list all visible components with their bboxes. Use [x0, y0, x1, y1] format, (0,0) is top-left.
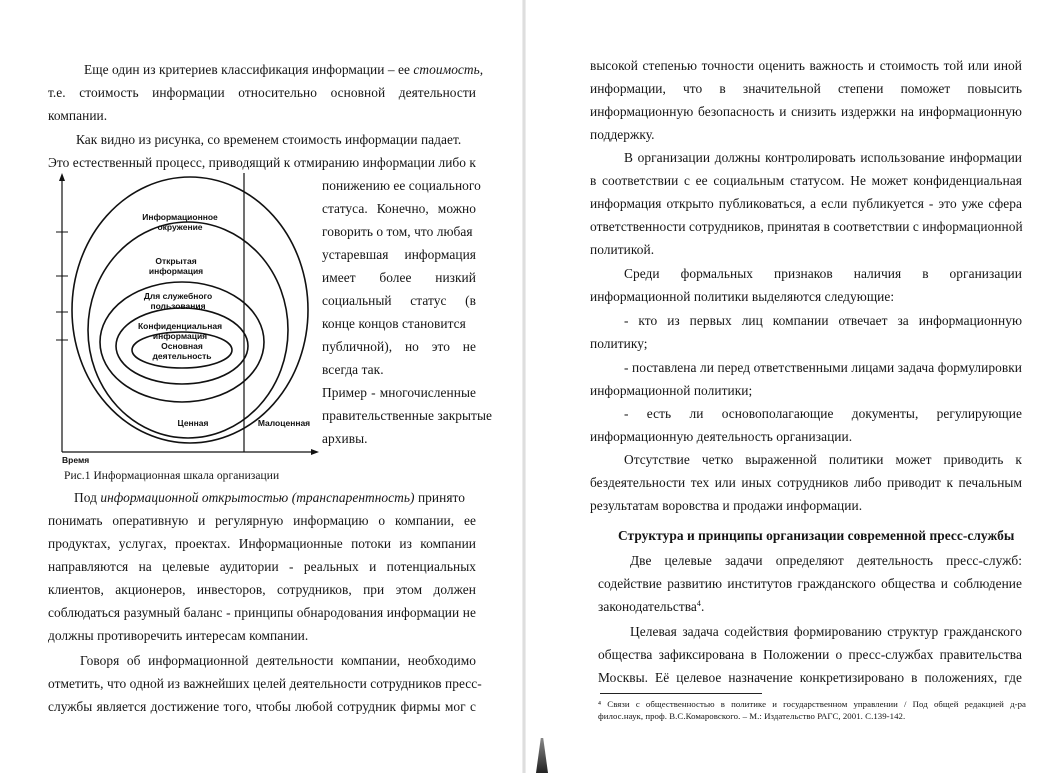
text-line: в соответствии с ее социальным статусом. Не может конфиденциальная: [590, 173, 1022, 188]
label-confidential-2: информация: [152, 331, 208, 341]
text-line: клиентов, акционеров, инвесторов, сотрудников, при этом должен: [48, 582, 476, 597]
text-line: информация открыто публиковаться, а если публикуется - это уже сфера: [590, 196, 1022, 211]
text-line: всегда так.: [322, 362, 384, 377]
section-heading: Структура и принципы организации современной пресс-службы: [618, 528, 1015, 543]
text-line: Москвы. Её целевое назначение конкретизировано в положениях, где: [598, 670, 1022, 685]
text-line: Под информационной открытостью (транспарентность) принято: [74, 490, 466, 505]
footnote-mark: 4: [696, 599, 701, 608]
text-line: ответственности сотрудников, принятая в соответствии с информационной: [590, 219, 1023, 234]
list-item: - кто из первых лиц компании отвечает за информационную: [624, 313, 1022, 328]
text-line: информации, что в значительной степени поможет повысить: [590, 81, 1022, 96]
text-line: политику;: [590, 336, 648, 351]
text-line: публичной), но это не: [322, 339, 476, 354]
text-line: Целевая задача содействия формированию структур гражданского: [630, 624, 1022, 639]
text-line: статуса. Конечно, можно: [322, 201, 476, 216]
label-open-1: Открытая: [155, 256, 197, 266]
text-line: Это естественный процесс, приводящий к отмиранию информации либо к: [48, 155, 476, 170]
label-open-2: информация: [148, 266, 204, 276]
text-line: говорить о том, что любая: [322, 224, 473, 239]
text-line: информационную безопасность и снизить издержки на информационную: [590, 104, 1022, 119]
text-line: социальный статус (в: [322, 293, 476, 308]
text-line: конце концов становится: [322, 316, 466, 331]
text-line: Пример - многочисленные: [322, 385, 476, 400]
list-item: - поставлена ли перед ответственными лицами задача формулировки: [624, 360, 1022, 375]
text-line: Говоря об информационной деятельности компании, необходимо: [80, 653, 476, 668]
footnote-line: филос.наук, проф. В.С.Комаровского. – М.: Издательство РАГС, 2001. С.139-142.: [598, 711, 906, 721]
text-line: устаревшая информация: [322, 247, 476, 262]
text-line: результатам воровства и продажи информации.: [590, 498, 863, 513]
label-internal-2: пользования: [150, 301, 206, 311]
y-axis-arrow: [59, 173, 65, 181]
left-page: [0, 0, 522, 773]
text-line: политикой.: [590, 242, 655, 257]
axis-label-time: Время: [62, 455, 90, 465]
text-line: имеет более низкий: [322, 270, 476, 285]
label-environment-2: окружение: [157, 222, 203, 232]
text-line: Среди формальных признаков наличия в организации: [624, 266, 1022, 281]
list-item: - есть ли основополагающие документы, регулирующие: [624, 406, 1022, 421]
label-core-1: Основная: [161, 341, 203, 351]
text-line: продуктах, услугах, проектах. Информационные потоки из компании: [48, 536, 476, 551]
label-internal-1: Для служебного: [143, 291, 213, 301]
text-line: поддержку.: [590, 127, 655, 142]
label-environment-1: Информационное: [142, 212, 218, 222]
label-confidential-1: Конфиденциальная: [137, 321, 223, 331]
text-line: направляются на целевые аудитории - реальных и потенциальных: [48, 559, 476, 574]
italic-phrase: информационной открытостью (транспарентность): [100, 490, 415, 505]
text-line: т.е. стоимость информации относительно основной деятельности: [48, 85, 476, 100]
zone-label-low-value: Малоценная: [257, 418, 311, 428]
text-line: Как видно из рисунка, со временем стоимость информации падает.: [76, 132, 462, 147]
x-axis-arrow: [311, 449, 319, 455]
text-line: информационной политики выделяются следующие:: [590, 289, 895, 304]
footnote-rule: [600, 693, 762, 694]
text-line: понижению ее социального: [322, 178, 481, 193]
zone-label-valuable: Ценная: [177, 418, 209, 428]
text-line: общества зафиксирована в Положении о пресс-службах правительства: [598, 647, 1022, 662]
text-line: Две целевые задачи определяют деятельность пресс-служб:: [630, 553, 1022, 568]
text-line: законодательства$^4$.: [598, 599, 705, 614]
text-line: высокой степенью точности оценить важность и стоимость той или иной: [590, 58, 1022, 73]
text-line: бездеятельности тех или иных сотрудников либо приводит к печальным: [590, 475, 1022, 490]
text-line: В организации должны контролировать использование информации: [624, 150, 1022, 165]
footnote-line: ⁴ Связи с общественностью в политике и государственном управлении / Под общей редакцией д-ра: [598, 699, 1026, 709]
italic-word: стоимость,: [413, 62, 484, 77]
figure-caption: Рис.1 Информационная шкала организации: [64, 470, 280, 482]
text-line: информационной политики;: [590, 383, 753, 398]
label-core-2: деятельность: [152, 351, 212, 361]
text-line: компании.: [48, 108, 108, 123]
text-line: содействие развитию институтов гражданского общества и соблюдение: [598, 576, 1022, 591]
text-line: должны противоречить интересам компании.: [48, 628, 309, 643]
text-line: понимать оперативную и регулярную информацию о компании, ее: [48, 513, 476, 528]
text-line: Отсутствие четко выраженной политики может приводить к: [624, 452, 1022, 467]
text-line: архивы.: [322, 431, 368, 446]
book-gutter: [522, 0, 526, 773]
text-line: Еще один из критериев классификация информации – ее стоимость,: [84, 62, 484, 77]
binding-shadow: [536, 738, 548, 773]
information-scale-diagram: [44, 170, 320, 470]
text-line: соблюдаться разумный баланс - принципы обнародования информации не: [48, 605, 476, 620]
text-line: информационную деятельность организации.: [590, 429, 853, 444]
text-line: правительственные закрытые: [322, 408, 493, 423]
text-line: службы является достижение того, чтобы любой сотрудник фирмы мог с: [48, 699, 476, 714]
text-line: отметить, что одной из важнейших целей деятельности сотрудников пресс-: [48, 676, 482, 691]
